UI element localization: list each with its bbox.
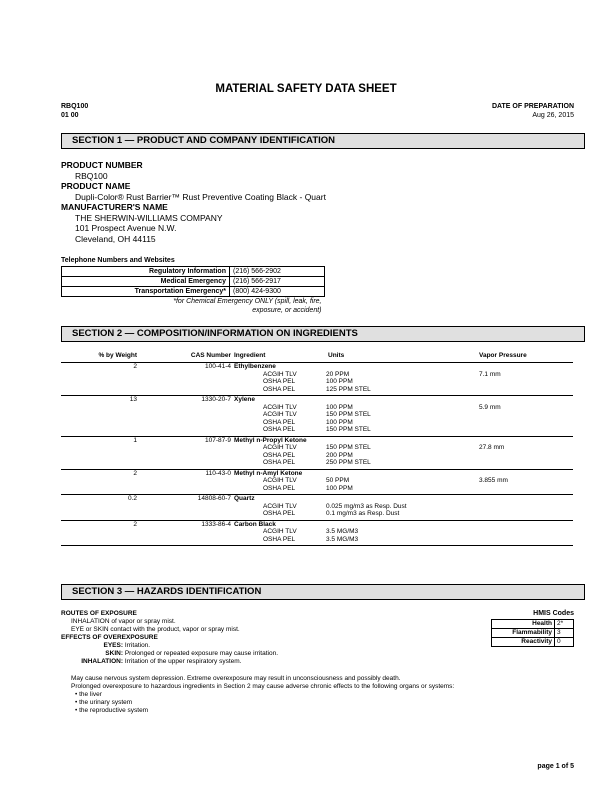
limit-type: OSHA PEL bbox=[263, 385, 296, 393]
pct-by-weight: 1 bbox=[133, 436, 137, 444]
limit-type: OSHA PEL bbox=[263, 535, 296, 543]
limit-value: 150 PPM STEL bbox=[326, 444, 371, 451]
limit-value: 100 PPM bbox=[326, 418, 353, 426]
cas-number: 100-41-4 bbox=[204, 363, 231, 370]
limit-value: 150 PPM STEL bbox=[326, 411, 371, 418]
effects-label: EFFECTS OF OVEREXPOSURE bbox=[61, 634, 158, 641]
col-ingredient-header: Ingredient bbox=[234, 352, 266, 359]
ingredient-group bbox=[61, 396, 573, 437]
limit-row bbox=[61, 503, 573, 511]
col-vapor-header: Vapor Pressure bbox=[479, 352, 527, 359]
header-left bbox=[61, 103, 88, 120]
composition-table bbox=[61, 352, 573, 546]
hmis-table bbox=[491, 619, 574, 647]
limit-type: ACGIH TLV bbox=[263, 370, 297, 378]
organ-bullet: • the liver bbox=[75, 691, 102, 698]
pct-by-weight: 2 bbox=[133, 520, 137, 528]
phone-table bbox=[61, 266, 325, 315]
limit-type: OSHA PEL bbox=[263, 426, 296, 433]
section-2-header: SECTION 2 — COMPOSITION/INFORMATION ON INGREDIENTS bbox=[61, 326, 585, 342]
ingredient-row bbox=[61, 495, 573, 503]
limit-row bbox=[61, 411, 573, 419]
limit-row bbox=[61, 477, 573, 485]
limit-row bbox=[61, 378, 573, 386]
limit-type: ACGIH TLV bbox=[263, 528, 297, 535]
limit-row bbox=[61, 419, 573, 427]
limit-type: ACGIH TLV bbox=[263, 477, 297, 484]
cas-number: 107-87-9 bbox=[204, 436, 231, 444]
organ-bullet: • the reproductive system bbox=[75, 707, 149, 714]
ingredient-name: Methyl n-Propyl Ketone bbox=[234, 436, 307, 444]
limit-row bbox=[61, 444, 573, 452]
section-3-header: SECTION 3 — HAZARDS IDENTIFICATION bbox=[61, 584, 585, 600]
phone-key: Medical Emergency bbox=[62, 277, 230, 287]
limit-type: ACGIH TLV bbox=[263, 502, 297, 510]
limit-value: 100 PPM bbox=[326, 378, 353, 385]
section-1-header: SECTION 1 — PRODUCT AND COMPANY IDENTIFICATION bbox=[61, 133, 585, 149]
manufacturer-line: Cleveland, OH 44115 bbox=[75, 233, 156, 244]
prep-label: DATE OF PREPARATION bbox=[491, 103, 574, 110]
ingredient-row bbox=[61, 437, 573, 445]
cas-number: 1333-86-4 bbox=[201, 520, 231, 528]
col-units-header: Units bbox=[328, 352, 345, 359]
ingredient-group bbox=[61, 521, 573, 547]
effect-value: Irritation of the upper respiratory system. bbox=[124, 658, 242, 665]
limit-row bbox=[61, 459, 573, 467]
limit-type: OSHA PEL bbox=[263, 510, 296, 517]
hmis-row bbox=[492, 620, 574, 629]
route-item: EYE or SKIN contact with the product, vapor or spray mist. bbox=[71, 626, 240, 633]
route-item: INHALATION of vapor or spray mist. bbox=[71, 618, 176, 625]
hmis-label: HMIS Codes bbox=[533, 610, 574, 617]
pct-by-weight: 0.2 bbox=[127, 495, 137, 502]
hmis-value: 3 bbox=[555, 629, 574, 638]
ingredient-name: Methyl n-Amyl Ketone bbox=[234, 469, 303, 477]
limit-row bbox=[61, 371, 573, 379]
effect-key: INHALATION: bbox=[81, 658, 123, 665]
ingredient-row bbox=[61, 396, 573, 404]
prep-date: Aug 26, 2015 bbox=[532, 111, 574, 119]
phone-row bbox=[62, 287, 325, 297]
hazard-paragraph: Prolonged overexposure to hazardous ingredients in Section 2 may cause adverse chronic effects to the following organs or systems: bbox=[71, 683, 455, 690]
product-code: RBQ100 bbox=[61, 103, 89, 110]
limit-row bbox=[61, 528, 573, 536]
phone-value: (216) 566-2917 bbox=[230, 277, 325, 287]
limit-type: ACGIH TLV bbox=[263, 411, 297, 418]
product-info bbox=[61, 160, 326, 244]
manufacturer-line: THE SHERWIN-WILLIAMS COMPANY bbox=[75, 212, 223, 223]
phone-value: (800) 424-9300 bbox=[230, 287, 325, 297]
vapor-pressure: 5.9 mm bbox=[479, 403, 501, 411]
ingredient-row bbox=[61, 470, 573, 478]
effect-key: EYES: bbox=[103, 642, 123, 649]
ingredient-group bbox=[61, 495, 573, 521]
limit-row bbox=[61, 485, 573, 493]
hmis-key: Flammability bbox=[492, 629, 555, 638]
cas-number: 1330-20-7 bbox=[201, 396, 231, 403]
effect-value: Prolonged or repeated exposure may cause irritation. bbox=[124, 650, 279, 657]
product-number-label: PRODUCT NUMBER bbox=[61, 160, 143, 170]
limit-value: 50 PPM bbox=[326, 477, 350, 484]
cas-number: 110-43-0 bbox=[205, 469, 231, 477]
vapor-pressure: 27.8 mm bbox=[479, 444, 505, 451]
limit-value: 0.1 mg/m3 as Resp. Dust bbox=[326, 510, 400, 517]
phone-row bbox=[62, 277, 325, 287]
product-number: RBQ100 bbox=[75, 170, 108, 181]
limit-type: OSHA PEL bbox=[263, 418, 296, 426]
limit-type: OSHA PEL bbox=[263, 484, 296, 492]
manufacturer-label: MANUFACTURER'S NAME bbox=[61, 202, 168, 212]
limit-row bbox=[61, 452, 573, 460]
phones-label: Telephone Numbers and Websites bbox=[61, 257, 175, 264]
limit-row bbox=[61, 386, 573, 394]
hmis-row bbox=[492, 638, 574, 647]
limit-type: OSHA PEL bbox=[263, 378, 296, 385]
limit-value: 20 PPM bbox=[326, 370, 350, 378]
ingredient-name: Xylene bbox=[234, 396, 255, 403]
limit-value: 100 PPM bbox=[326, 403, 353, 411]
limit-row bbox=[61, 426, 573, 434]
hmis-key: Health bbox=[492, 620, 555, 629]
composition-header-row bbox=[61, 352, 573, 363]
limit-value: 250 PPM STEL bbox=[326, 459, 371, 466]
revision: 01 00 bbox=[61, 111, 79, 119]
hmis-value: 2* bbox=[555, 620, 574, 629]
limit-value: 125 PPM STEL bbox=[326, 385, 371, 393]
hmis-value: 0 bbox=[555, 638, 574, 647]
effect-row bbox=[61, 650, 454, 658]
effect-key: SKIN: bbox=[105, 650, 123, 657]
limit-row bbox=[61, 510, 573, 518]
phone-key: Regulatory Information bbox=[62, 267, 230, 277]
limit-value: 3.5 MG/M3 bbox=[326, 535, 359, 543]
effect-value: Irritation. bbox=[124, 642, 151, 649]
limit-value: 100 PPM bbox=[326, 484, 353, 492]
phone-note bbox=[62, 297, 325, 316]
hazard-paragraph: May cause nervous system depression. Extreme overexposure may result in unconsciousness and possibly death. bbox=[71, 675, 401, 682]
hazards-block bbox=[61, 610, 454, 715]
ingredient-name: Ethylbenzene bbox=[234, 363, 276, 370]
ingredient-row bbox=[61, 521, 573, 529]
document-title: MATERIAL SAFETY DATA SHEET bbox=[215, 83, 397, 95]
limit-type: OSHA PEL bbox=[263, 459, 296, 466]
product-name: Dupli-Color® Rust Barrier™ Rust Preventive Coating Black - Quart bbox=[75, 191, 326, 202]
limit-value: 200 PPM bbox=[326, 451, 353, 459]
ingredient-name: Carbon Black bbox=[234, 520, 276, 528]
limit-value: 150 PPM STEL bbox=[326, 426, 371, 433]
ingredient-name: Quartz bbox=[234, 495, 255, 502]
limit-value: 3.5 MG/M3 bbox=[326, 528, 359, 535]
effect-row bbox=[61, 658, 454, 666]
col-cas-header: CAS Number bbox=[190, 352, 231, 359]
product-name-label: PRODUCT NAME bbox=[61, 181, 131, 191]
cas-number: 14808-60-7 bbox=[197, 495, 231, 502]
phone-row bbox=[62, 267, 325, 277]
pct-by-weight: 2 bbox=[133, 363, 137, 370]
routes-label: ROUTES OF EXPOSURE bbox=[61, 610, 137, 617]
limit-type: ACGIH TLV bbox=[263, 444, 297, 451]
vapor-pressure: 3.855 mm bbox=[479, 477, 508, 484]
vapor-pressure: 7.1 mm bbox=[479, 370, 501, 378]
limit-row bbox=[61, 536, 573, 544]
ingredient-group bbox=[61, 470, 573, 496]
hmis-key: Reactivity bbox=[492, 638, 555, 647]
limit-value: 0.025 mg/m3 as Resp. Dust bbox=[326, 502, 407, 510]
col-pct-header: % by Weight bbox=[98, 352, 137, 359]
page-number: page 1 of 5 bbox=[537, 763, 574, 770]
phone-key: Transportation Emergency* bbox=[62, 287, 230, 297]
limit-type: OSHA PEL bbox=[263, 451, 296, 459]
effect-row bbox=[61, 642, 454, 650]
manufacturer-line: 101 Prospect Avenue N.W. bbox=[75, 223, 177, 233]
phone-value: (216) 566-2902 bbox=[230, 267, 325, 277]
organ-bullet: • the urinary system bbox=[75, 699, 133, 706]
phone-note-text: *for Chemical Emergency ONLY (spill, leak, fire, exposure, or accident) bbox=[173, 298, 322, 314]
pct-by-weight: 13 bbox=[129, 396, 137, 403]
header-right bbox=[492, 103, 574, 120]
pct-by-weight: 2 bbox=[133, 469, 137, 477]
ingredient-row bbox=[61, 363, 573, 371]
limit-type: ACGIH TLV bbox=[263, 403, 297, 411]
hmis-row bbox=[492, 629, 574, 638]
ingredient-group bbox=[61, 363, 573, 396]
ingredient-group bbox=[61, 437, 573, 470]
limit-row bbox=[61, 404, 573, 412]
